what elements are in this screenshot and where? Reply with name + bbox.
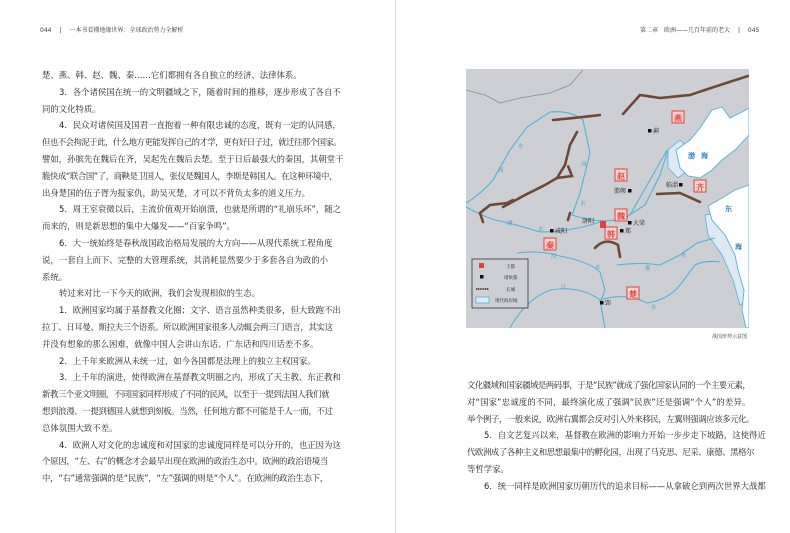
capital-handan: 邯郸 <box>614 188 627 195</box>
river-label: 淮 <box>645 266 651 272</box>
text-line: 总体氛围大致不差。 <box>42 422 118 433</box>
capital-xianyang: 咸阳 <box>555 228 568 235</box>
state-han: 韩 <box>607 230 615 239</box>
text-line: 代欧洲成了各种主义和思想最集中的孵化园，出现了马克思、尼采、康德、黑格尔 <box>467 447 755 458</box>
river-label: 水 <box>681 253 687 259</box>
text-line: 出身楚国的伍子胥为报家仇，助吴灭楚，才可以不背负太多的道义压力。 <box>42 187 310 198</box>
text-line: 3．各个诸侯国在统一的文明疆域之下，随着时间的推移，逐步形成了各自不 <box>59 86 341 97</box>
capital-marker <box>648 129 652 133</box>
left-running-title: 一本书看懂地缘世界：全球政治势力全解析 <box>69 27 184 34</box>
text-line: 拉丁、日耳曼、斯拉夫三个语系。所以欧洲国家很多人动辄会两三门语言，其实这 <box>42 321 333 332</box>
right-running-title: 第二章 欧洲——几百年前的老大 <box>640 27 731 34</box>
text-line: 对“国家”忠诚度的不同，最终演化成了强调“民族”还是强调“个人”的差异。 <box>467 396 750 407</box>
map-caption: 战国形势示意图 <box>712 334 748 340</box>
capital-marker <box>550 229 554 233</box>
sea-label: 东 <box>725 205 732 213</box>
state-chu: 楚 <box>629 290 637 299</box>
capital-ji: 蓟 <box>653 128 660 135</box>
text-line: 楚、燕、韩、赵、魏、秦……它们都拥有各自独立的经济、法律体系。 <box>42 70 302 80</box>
river-label: 江 <box>561 285 567 291</box>
river-label: 河 <box>498 168 504 174</box>
sea-label: 海 <box>735 243 742 251</box>
text-line: 同的文化特质。 <box>42 103 101 114</box>
text-line: 但也不会拘泥于此，什么地方更能发挥自己的才学，更有好日子过，就迁往那个国家。 <box>42 137 342 148</box>
river-label: 汉 <box>551 254 557 260</box>
legend-label: 现代海岸线 <box>495 299 518 304</box>
text-line: 举个例子，一般来说，欧洲右翼都会反对引入外来移民，左翼则强调应该多元化。 <box>467 413 755 424</box>
sea-label: 渤 <box>688 152 695 160</box>
legend-label: 诸侯都 <box>504 276 518 281</box>
text-line: 并没有想象的那么困难，就像中国人会讲山东话、广东话和四川话差不多。 <box>42 338 319 349</box>
text-line: 5．周王室衰微以后，主流价值观开始崩溃，也就是所谓的“礼崩乐坏”，随之 <box>59 204 342 215</box>
text-line: 4．欧洲人对文化的忠诚度和对国家的忠诚度同样是可以分开的，也正因为这 <box>59 439 341 450</box>
capital-luoyang: 洛阳 <box>582 218 595 225</box>
text-line: 转过来对比一下今天的欧洲，我们会发现相似的生态。 <box>59 288 260 299</box>
text-line: 而来的，则是新思想的集中大爆发——“百家争鸣”。 <box>42 221 235 232</box>
page-gutter <box>395 0 396 533</box>
text-line: 中，“右”通常强调的是“民族”，“左”强调的则是“个人”。在欧洲的政治生态下， <box>42 473 328 484</box>
text-line: 脆快成“联合国”了，商鞅是卫国人，张仪是魏国人，李斯是韩国人。在这种环境中， <box>42 170 337 181</box>
state-zhao: 赵 <box>617 172 625 181</box>
capital-daliang: 大梁 <box>633 220 646 227</box>
state-qi: 齐 <box>696 183 704 192</box>
text-line: 譬如，孙膑先在魏后在齐，吴起先在魏后去楚。至于日后最强大的秦国，其朝堂干 <box>42 153 344 164</box>
text-line: 3．上千年的演进，使得欧洲在基督教文明圈之内，形成了天主教、东正教和 <box>59 372 341 383</box>
map-legend <box>472 259 528 308</box>
text-line: 6．大一统始终是春秋战国政治格局发展的大方向——从现代系统工程角度 <box>59 237 333 248</box>
text-line: 等哲学家。 <box>467 463 509 474</box>
legend-label: 王都 <box>506 265 515 270</box>
text-line: 说，一套自上而下、完整的大管理系统，其消耗显然要少于多套各自为政的小 <box>42 254 328 265</box>
text-line: 2．上千年来欧洲从未统一过，如今各国都是法理上的独立主权国家。 <box>59 355 316 366</box>
text-line: 想到浪漫、一提到德国人就想到刻板。当然，任何地方都不可能是千人一面，不过 <box>42 405 333 416</box>
river-label: 水 <box>580 201 586 207</box>
capital-legend-icon <box>480 275 484 279</box>
capital-marker <box>600 301 604 305</box>
right-page-body <box>467 377 766 495</box>
state-wei: 魏 <box>617 212 625 221</box>
river-label: 河 <box>581 162 587 168</box>
capital-marker <box>679 183 683 187</box>
capital-zheng: 郑 <box>625 228 632 235</box>
state-qin: 秦 <box>546 241 554 250</box>
river-label: 水 <box>518 144 524 150</box>
right-page-number: 045 <box>747 27 760 34</box>
text-line: 6．统一同样是欧洲国家历朝历代的追求目标——从拿破仑到两次世界大战都 <box>484 480 766 491</box>
left-page-number: 044 <box>40 27 52 34</box>
text-line: 4．民众对诸侯国及国君一直抱着一种有限忠诚的态度，既有一定的认同感， <box>59 120 341 131</box>
royal-capital-marker <box>600 221 606 228</box>
capital-marker <box>628 189 632 193</box>
text-line: 个原因，“左、右”的概念才会最早出现在欧洲的政治生态中。欧洲的政治语境当 <box>42 456 328 467</box>
text-line: 1．欧洲国家均属于基督教文化圈；文字、语言虽然种类很多，但大致跑不出 <box>59 305 341 316</box>
sea-label: 海 <box>701 152 708 160</box>
capital-ying: 郢 <box>605 300 612 307</box>
warring-states-map <box>466 69 749 328</box>
royal-capital-legend-icon <box>479 263 484 268</box>
capital-marker <box>628 221 632 225</box>
header-separator: | <box>59 27 62 34</box>
river-label: 水 <box>651 305 657 311</box>
legend-label: 长城 <box>506 288 515 293</box>
right-page-header <box>640 25 759 34</box>
left-page-body <box>42 67 344 487</box>
capital-marker <box>620 229 624 233</box>
state-yan: 燕 <box>674 114 682 123</box>
left-page-header <box>40 25 183 34</box>
text-line: 系统。 <box>42 271 68 282</box>
coastline-legend-icon <box>476 297 489 303</box>
header-separator: | <box>737 27 740 34</box>
river-label: 水 <box>538 227 544 233</box>
river-label: 水 <box>595 265 601 271</box>
text-line: 5．自文艺复兴以来，基督教在欧洲的影响力开始一步步走下坡路，这使得近 <box>484 430 766 441</box>
text-line: 文化疆域和国家疆域是两码事，于是“民族”就成了强化国家认同的一个主要元素， <box>467 380 751 390</box>
text-line: 新教三个亚文明圈，不同国家同样形成了不同的民风，以至于一提到法国人我们就 <box>42 389 330 400</box>
capital-linzi: 临淄 <box>666 182 679 189</box>
river-label: 渭 <box>507 221 513 227</box>
